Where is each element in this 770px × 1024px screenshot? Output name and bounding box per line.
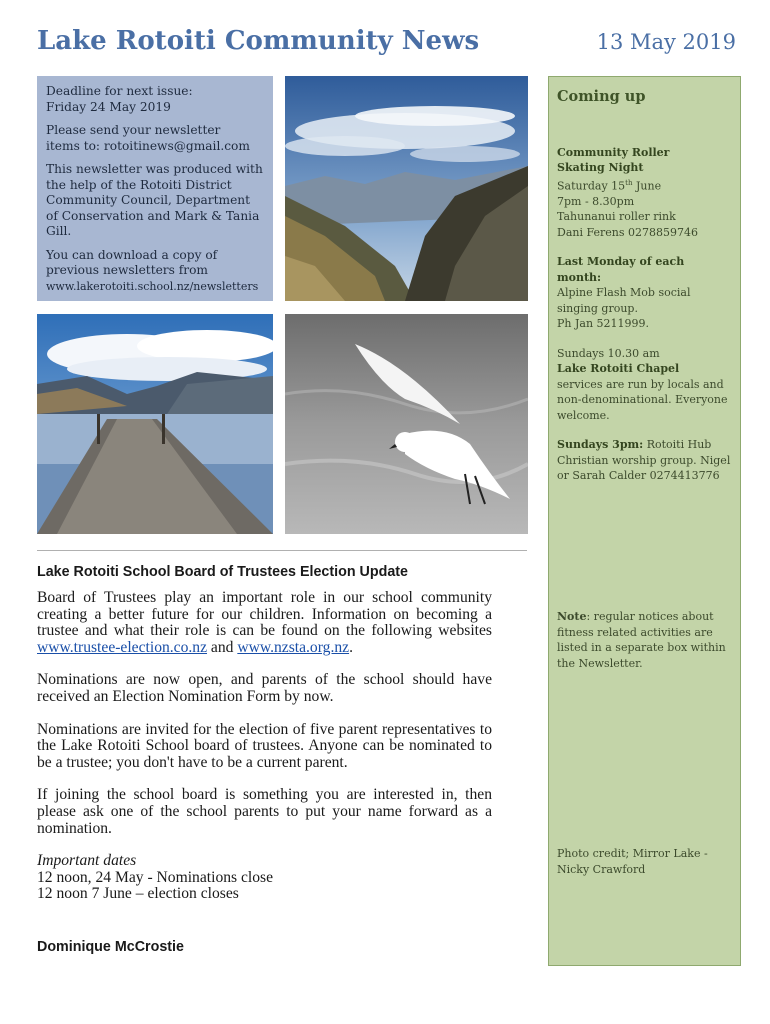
event-roller-skating: Community Roller Skating Night Saturday 15th June 7pm - 8.30pm Tahunanui roller rink Dani Ferens 0278859746 xyxy=(557,145,698,239)
download-url[interactable]: www.lakerotoiti.school.nz/newsletters xyxy=(46,279,259,293)
trustee-election-link[interactable]: www.trustee-election.co.nz xyxy=(37,638,208,656)
section-divider xyxy=(37,550,527,551)
lake-jetty-photo xyxy=(37,314,273,534)
article-paragraph: Nominations are now open, and parents of the school should have received an Election Nomination Form by now. xyxy=(37,671,492,705)
seagull-photo xyxy=(285,314,528,534)
article-paragraph: Board of Trustees play an important role in our school community creating a better future for our children. Information on becoming a trustee and what their role is can be found on the following websites www.trustee-election.co.nz and www.nzsta.org.nz. xyxy=(37,589,492,656)
produced-by-text: This newsletter was produced with the help of the Rotoiti District Community Council, Department of Conservation and Mark & Tania Gill. xyxy=(46,162,263,238)
article-body xyxy=(37,590,492,903)
masthead-date: 13 May 2019 xyxy=(596,30,736,54)
important-dates-label: Important dates xyxy=(37,852,137,870)
mountain-valley-photo xyxy=(285,76,528,301)
event-flash-mob: Last Monday of each month: Alpine Flash Mob social singing group. Ph Jan 5211999. xyxy=(557,255,691,331)
event-chapel: Sundays 10.30 am Lake Rotoiti Chapel services are run by locals and non-denominational. Everyone welcome. xyxy=(557,346,728,422)
article-heading: Lake Rotoiti School Board of Trustees Election Update xyxy=(37,564,408,580)
photo-credit: Photo credit; Mirror Lake - Nicky Crawford xyxy=(557,847,708,876)
download-text: You can download a copy of previous newsletters from www.lakerotoiti.school.nz/newsletters xyxy=(46,247,259,293)
article-paragraph: Nominations are invited for the election of five parent representatives to the Lake Rotoiti School board of trustees. Anyone can be nominated to be a trustee; you don't have to be a current parent. xyxy=(37,720,492,771)
event-hub-worship: Sundays 3pm: Rotoiti Hub Christian worship group. Nigel or Sarah Calder 0274413776 xyxy=(557,438,731,483)
nzsta-link[interactable]: www.nzsta.org.nz xyxy=(237,638,350,656)
coming-up-sidebar xyxy=(548,76,741,966)
sidebar-note: Note: regular notices about fitness related activities are listed in a separate box within the Newsletter. xyxy=(557,610,726,670)
article-paragraph: If joining the school board is something you are interested in, then please ask one of the school parents to put your name forward as a nomination. xyxy=(37,786,492,837)
masthead-title: Lake Rotoiti Community News xyxy=(37,26,480,56)
info-box xyxy=(37,76,273,301)
important-dates xyxy=(37,853,492,903)
author-signoff: Dominique McCrostie xyxy=(37,939,184,955)
sidebar-heading: Coming up xyxy=(557,88,646,105)
deadline-text: Deadline for next issue: Friday 24 May 2019 xyxy=(46,84,193,114)
date-item: 12 noon 7 June – election closes xyxy=(37,885,239,903)
send-items-text: Please send your newsletter items to: rotoitinews@gmail.com xyxy=(46,123,250,153)
date-item: 12 noon, 24 May - Nominations close xyxy=(37,868,274,886)
